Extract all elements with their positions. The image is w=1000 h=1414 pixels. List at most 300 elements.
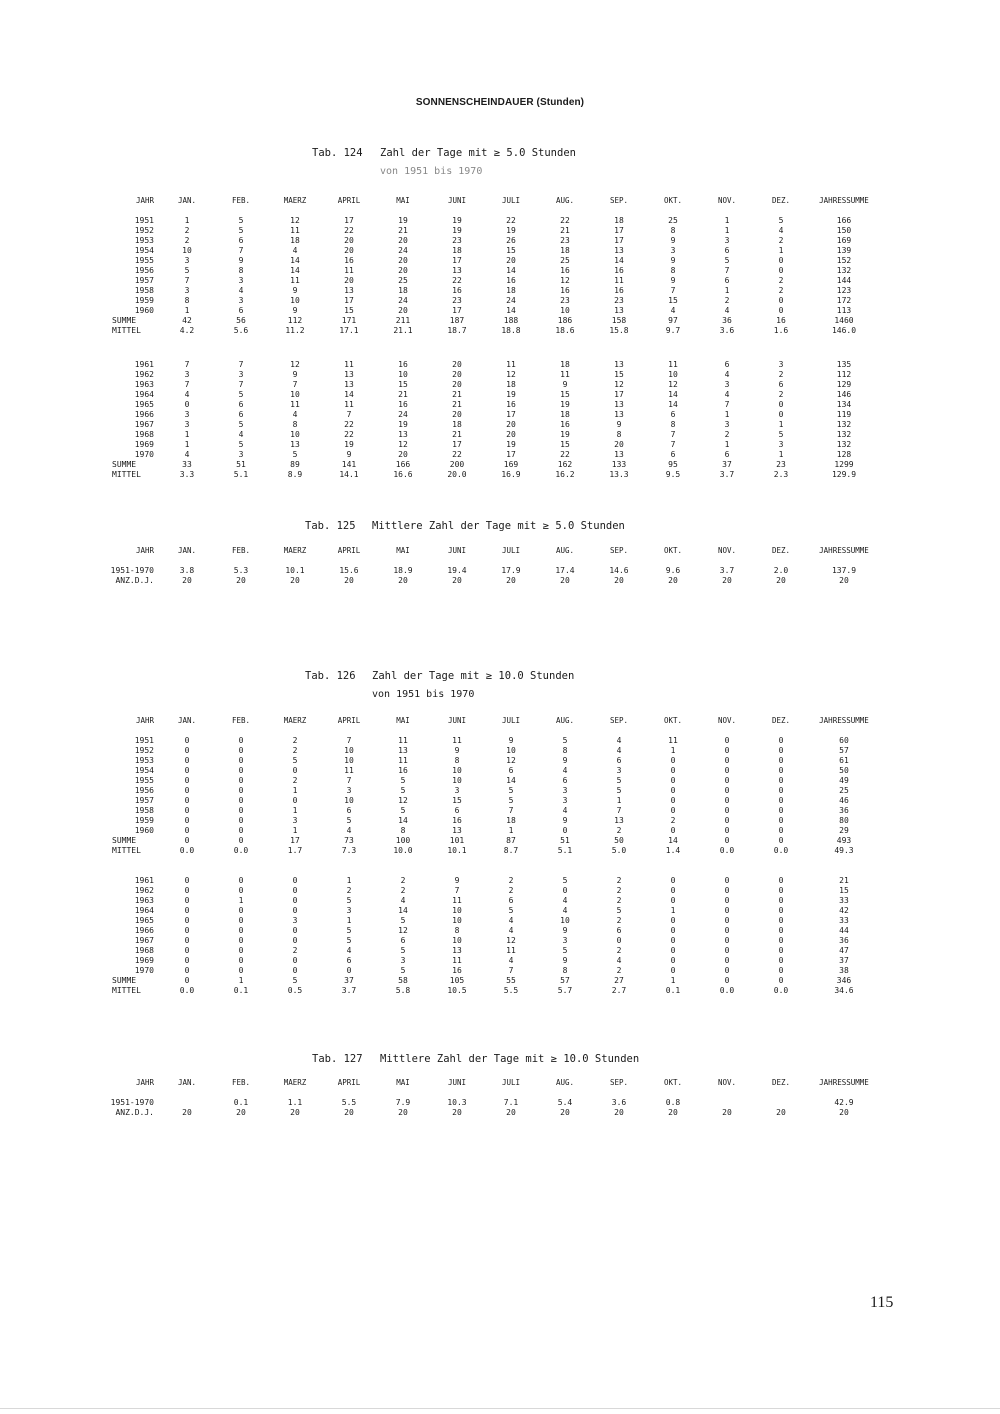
column-header-month: AUG. (555, 196, 575, 205)
table-cell: 0 (184, 916, 190, 925)
table-cell: 150 (836, 226, 852, 235)
table-cell: 5 (778, 430, 784, 439)
table-cell: 1 (724, 410, 730, 419)
table-row (110, 266, 880, 276)
table-cell: 7 (346, 776, 352, 785)
table-cell: 169 (836, 236, 852, 245)
table-cell: 21 (398, 390, 408, 399)
table-row (110, 276, 880, 286)
table-cell: 9 (562, 756, 568, 765)
table-cell: 3 (184, 410, 190, 419)
table-cell: 20 (398, 266, 408, 275)
table-cell: 20 (344, 246, 354, 255)
table-cell: 171 (341, 316, 357, 325)
table-cell: 0 (778, 296, 784, 305)
table-cell: 0 (184, 766, 190, 775)
table-cell: 20 (452, 370, 462, 379)
table-cell: 3.7 (719, 470, 735, 479)
summe-row-label: SUMME (112, 316, 137, 325)
table-cell: 10 (452, 906, 462, 915)
table-cell: 2 (778, 370, 784, 379)
table-cell: 18 (452, 420, 462, 429)
table-cell: 0 (724, 916, 730, 925)
column-header-month: OKT. (663, 1078, 683, 1087)
table-cell: 0 (670, 776, 676, 785)
table-row (110, 896, 880, 906)
tab127-title: Tab. 127 (312, 1053, 363, 1065)
table-cell: 8 (400, 826, 406, 835)
table-cell: 3 (778, 360, 784, 369)
table-cell: 3 (400, 956, 406, 965)
row-year: 1967 (134, 420, 154, 429)
table-cell: 8 (184, 296, 190, 305)
table-cell: 5.5 (341, 1098, 357, 1107)
table-cell: 0 (238, 956, 244, 965)
table-row (110, 430, 880, 440)
table-cell: 146.0 (831, 326, 857, 335)
row-year: 1965 (134, 400, 154, 409)
table-cell: 3.7 (719, 566, 735, 575)
column-header-month: JAN. (177, 1078, 197, 1087)
table-cell: 132 (836, 430, 852, 439)
table-cell: 4 (562, 906, 568, 915)
table-cell: 1 (778, 450, 784, 459)
table-row (110, 936, 880, 946)
table-cell: 89 (290, 460, 300, 469)
table-cell: 11 (614, 276, 624, 285)
table-cell: 10.1 (447, 846, 467, 855)
column-header-total: JAHRESSUMME (819, 546, 869, 555)
table-cell: 0 (724, 736, 730, 745)
table-cell: 0 (238, 786, 244, 795)
table-cell: 0 (724, 796, 730, 805)
table-row (110, 876, 880, 886)
column-header-month: JULI (501, 546, 521, 555)
tab125-table (110, 540, 880, 586)
table-row (110, 360, 880, 370)
table-cell: 0 (778, 736, 784, 745)
table-cell: 9 (292, 286, 298, 295)
table-cell: 12 (506, 756, 516, 765)
table-cell: 1.6 (773, 326, 789, 335)
table-cell: 1 (724, 226, 730, 235)
table-cell: 0 (184, 946, 190, 955)
table-row (110, 390, 880, 400)
table-cell: 2 (292, 746, 298, 755)
table-cell: 158 (611, 316, 627, 325)
row-year: 1955 (134, 256, 154, 265)
table-cell: 4 (724, 306, 730, 315)
table-cell: 5 (184, 266, 190, 275)
table-cell: 7 (238, 246, 244, 255)
table-cell: 10 (452, 916, 462, 925)
table-cell: 4 (724, 390, 730, 399)
table-cell: 18 (290, 236, 300, 245)
table-cell: 2 (724, 296, 730, 305)
table-cell: 20.0 (447, 470, 467, 479)
table-cell: 19.4 (447, 566, 467, 575)
table-row (110, 946, 880, 956)
table-cell: 10 (344, 746, 354, 755)
table-cell: 7.1 (503, 1098, 519, 1107)
table-cell: 10 (290, 390, 300, 399)
table-cell: 0 (292, 796, 298, 805)
table-cell: 4 (508, 956, 514, 965)
table-cell: 36 (722, 316, 732, 325)
table-cell: 0 (778, 956, 784, 965)
table-row (110, 886, 880, 896)
table-cell: 13 (452, 266, 462, 275)
table-cell: 8 (292, 420, 298, 429)
row-year: 1952 (134, 746, 154, 755)
column-header-month: NOV. (717, 546, 737, 555)
table-cell: 12 (398, 796, 408, 805)
table-cell: 0 (562, 826, 568, 835)
table-cell: 0 (184, 826, 190, 835)
table-cell: 1460 (834, 316, 854, 325)
tab127-caption: Mittlere Zahl der Tage mit ≥ 10.0 Stunden (380, 1053, 640, 1065)
table-cell: 20 (776, 1108, 786, 1117)
table-cell: 0 (184, 736, 190, 745)
table-cell: 16 (560, 266, 570, 275)
table-row (110, 410, 880, 420)
table-cell: 17.1 (339, 326, 359, 335)
table-cell: 25 (668, 216, 678, 225)
table-cell: 8 (454, 926, 460, 935)
table-row (110, 380, 880, 390)
column-header-month: FEB. (231, 196, 251, 205)
table-cell: 3 (778, 440, 784, 449)
table-cell: 1 (616, 796, 622, 805)
table-cell: 2.3 (773, 470, 789, 479)
table-cell: 0 (778, 906, 784, 915)
table-cell: 0 (238, 886, 244, 895)
table-cell: 4 (292, 246, 298, 255)
table-cell: 13 (452, 826, 462, 835)
tab125-caption: Mittlere Zahl der Tage mit ≥ 5.0 Stunden (372, 520, 625, 532)
table-row (110, 806, 880, 816)
table-cell: 20 (344, 1108, 354, 1117)
table-cell: 15 (614, 370, 624, 379)
table-cell: 1 (292, 786, 298, 795)
table-cell: 24 (506, 296, 516, 305)
table-cell: 10 (290, 296, 300, 305)
table-cell: 21 (839, 876, 849, 885)
table-cell: 10 (506, 746, 516, 755)
table-cell: 3 (184, 286, 190, 295)
table-cell: 0 (184, 776, 190, 785)
table-cell: 3 (238, 276, 244, 285)
table-cell: 36 (839, 936, 849, 945)
table-cell: 7 (238, 360, 244, 369)
row-year: 1970 (134, 966, 154, 975)
table-cell: 2 (508, 886, 514, 895)
table-cell: 1 (184, 306, 190, 315)
table-cell: 0 (670, 876, 676, 885)
table-cell: 137.9 (831, 566, 857, 575)
table-cell: 97 (668, 316, 678, 325)
table-cell: 20 (506, 576, 516, 585)
table-cell: 22 (560, 450, 570, 459)
table-cell: 9.5 (665, 470, 681, 479)
table-cell: 9.6 (665, 566, 681, 575)
row-year: 1956 (134, 266, 154, 275)
table-cell: 0 (292, 766, 298, 775)
table-cell: 0 (778, 916, 784, 925)
table-cell: 20 (776, 576, 786, 585)
table-cell: 5.1 (557, 846, 573, 855)
table-cell: 8 (670, 266, 676, 275)
table-cell: 0 (238, 876, 244, 885)
table-cell: 6 (562, 776, 568, 785)
table-cell: 2 (778, 286, 784, 295)
table-cell: 100 (395, 836, 411, 845)
table-cell: 5 (508, 906, 514, 915)
anz-label: ANZ.D.J. (115, 1108, 154, 1117)
table-cell: 1 (238, 976, 244, 985)
table-cell: 0 (238, 966, 244, 975)
mittel-row (110, 326, 880, 336)
table-cell: 0.8 (665, 1098, 681, 1107)
table-cell: 2 (616, 876, 622, 885)
row-year: 1964 (134, 906, 154, 915)
table-cell: 13 (398, 746, 408, 755)
table-cell: 9 (292, 306, 298, 315)
row-year: 1961 (134, 360, 154, 369)
table-cell: 128 (836, 450, 852, 459)
table-cell: 0 (724, 926, 730, 935)
table-cell: 0 (292, 936, 298, 945)
row-year: 1951 (134, 216, 154, 225)
table-cell: 0 (670, 766, 676, 775)
table-cell: 37 (344, 976, 354, 985)
table-cell: 0 (184, 886, 190, 895)
row-year: 1957 (134, 276, 154, 285)
table-cell: 2 (508, 876, 514, 885)
table-cell: 0 (670, 756, 676, 765)
table-cell: 9 (670, 256, 676, 265)
column-header-month: OKT. (663, 196, 683, 205)
table-cell: 8.9 (287, 470, 303, 479)
table-cell: 0 (724, 946, 730, 955)
table-cell: 15 (668, 296, 678, 305)
mittel-row (110, 846, 880, 856)
mean-row (110, 566, 880, 576)
table-cell: 1 (724, 286, 730, 295)
table-cell: 11 (398, 756, 408, 765)
table-cell: 11 (344, 400, 354, 409)
table-cell: 3 (346, 906, 352, 915)
table-cell: 0 (778, 936, 784, 945)
table-cell: 16 (452, 286, 462, 295)
table-cell: 8 (238, 266, 244, 275)
table-cell (160, 1098, 214, 1108)
mean-row (110, 1098, 880, 1108)
table-cell: 10 (452, 936, 462, 945)
table-cell: 13 (614, 306, 624, 315)
table-cell: 7 (346, 736, 352, 745)
table-cell: 20 (398, 576, 408, 585)
table-cell: 5 (346, 816, 352, 825)
table-row (110, 826, 880, 836)
column-header-month: APRIL (337, 1078, 361, 1087)
table-cell: 16 (398, 766, 408, 775)
table-cell: 57 (839, 746, 849, 755)
column-header-month: MAI (396, 1078, 410, 1087)
table-cell: 0 (238, 836, 244, 845)
table-cell: 0 (724, 976, 730, 985)
table-cell: 0 (670, 966, 676, 975)
table-cell: 2 (616, 896, 622, 905)
column-header-month: MAERZ (283, 196, 307, 205)
table-cell: 10 (560, 306, 570, 315)
table-cell: 0.0 (719, 986, 735, 995)
table-cell: 9 (292, 370, 298, 379)
column-header-month: OKT. (663, 546, 683, 555)
table-cell: 0 (184, 936, 190, 945)
column-header-month: DEZ. (771, 546, 791, 555)
table-cell: 10 (344, 796, 354, 805)
table-cell: 144 (836, 276, 852, 285)
mittel-row (110, 986, 880, 996)
table-cell: 25 (398, 276, 408, 285)
table-cell: 129.9 (831, 470, 857, 479)
table-cell: 0 (670, 926, 676, 935)
table-cell: 19 (452, 216, 462, 225)
table-cell: 14 (290, 256, 300, 265)
table-cell: 19 (560, 400, 570, 409)
table-cell: 18 (506, 286, 516, 295)
column-header-month: NOV. (717, 1078, 737, 1087)
table-row (110, 926, 880, 936)
table-cell: 0 (238, 756, 244, 765)
table-cell: 6 (346, 806, 352, 815)
table-cell: 0.1 (665, 986, 681, 995)
table-cell: 20 (839, 1108, 849, 1117)
row-year: 1953 (134, 756, 154, 765)
table-cell: 20 (452, 576, 462, 585)
table-cell: 21 (452, 400, 462, 409)
table-cell: 4 (184, 390, 190, 399)
table-cell: 13 (614, 360, 624, 369)
table-cell: 3 (238, 450, 244, 459)
tab125-title: Tab. 125 (305, 520, 356, 532)
table-row (110, 370, 880, 380)
column-header-year: JAHR (135, 196, 154, 205)
table-cell: 20 (344, 236, 354, 245)
table-cell: 0.5 (287, 986, 303, 995)
table-cell: 11 (452, 956, 462, 965)
table-cell: 17 (290, 836, 300, 845)
table-cell: 0 (184, 400, 190, 409)
table-cell: 0 (238, 926, 244, 935)
column-header-month: JUNI (447, 546, 467, 555)
page-heading: SONNENSCHEINDAUER (Stunden) (415, 97, 585, 108)
column-header-month: JUNI (447, 1078, 467, 1087)
column-header-total: JAHRESSUMME (819, 716, 869, 725)
table-cell: 17 (452, 440, 462, 449)
table-header-row (110, 540, 880, 566)
table-cell: 18.9 (393, 566, 413, 575)
table-cell: 5 (400, 966, 406, 975)
table-cell: 3 (454, 786, 460, 795)
table-cell: 0 (238, 766, 244, 775)
table-cell: 3 (670, 246, 676, 255)
table-cell: 51 (560, 836, 570, 845)
table-cell: 13 (344, 380, 354, 389)
column-header-month: MAI (396, 196, 410, 205)
table-cell: 0 (778, 946, 784, 955)
row-year: 1967 (134, 936, 154, 945)
table-cell: 6 (778, 380, 784, 389)
table-cell: 17 (344, 216, 354, 225)
table-cell: 6 (454, 806, 460, 815)
table-cell: 12 (506, 936, 516, 945)
table-cell: 10.1 (285, 566, 305, 575)
table-header-row (110, 710, 880, 736)
table-cell: 188 (503, 316, 519, 325)
table-cell: 6 (724, 450, 730, 459)
table-cell: 16 (344, 256, 354, 265)
table-cell: 6 (670, 410, 676, 419)
table-cell: 16 (506, 276, 516, 285)
table-cell: 18 (560, 360, 570, 369)
table-cell: 101 (449, 836, 465, 845)
table-cell: 11 (344, 766, 354, 775)
row-year: 1954 (134, 766, 154, 775)
table-cell: 14 (668, 400, 678, 409)
table-cell: 4 (346, 826, 352, 835)
table-cell: 4 (508, 916, 514, 925)
table-cell: 0 (238, 776, 244, 785)
table-cell: 1299 (834, 460, 854, 469)
table-row (110, 736, 880, 746)
anz-row (110, 1108, 880, 1118)
table-cell: 14 (506, 266, 516, 275)
table-cell: 21 (452, 390, 462, 399)
table-cell: 0.0 (773, 846, 789, 855)
table-cell: 0 (778, 826, 784, 835)
row-year: 1958 (134, 286, 154, 295)
table-cell: 7 (670, 286, 676, 295)
table-cell: 2 (670, 816, 676, 825)
table-cell: 5 (238, 440, 244, 449)
table-cell: 113 (836, 306, 852, 315)
column-header-year: JAHR (135, 716, 154, 725)
table-cell: 0 (724, 806, 730, 815)
table-cell: 132 (836, 266, 852, 275)
table-cell: 1 (184, 440, 190, 449)
table-cell: 0 (670, 896, 676, 905)
table-cell: 20 (722, 576, 732, 585)
table-cell: 6 (616, 756, 622, 765)
table-cell: 0 (778, 410, 784, 419)
table-cell: 4 (616, 736, 622, 745)
table-cell: 3 (238, 370, 244, 379)
table-cell: 15 (452, 796, 462, 805)
table-cell: 211 (395, 316, 411, 325)
table-cell: 10 (452, 776, 462, 785)
table-cell: 0 (778, 876, 784, 885)
table-cell: 21 (398, 226, 408, 235)
table-cell: 12 (668, 380, 678, 389)
table-cell: 0 (238, 816, 244, 825)
table-cell: 11 (398, 736, 408, 745)
table-row (110, 256, 880, 266)
table-cell: 5 (616, 906, 622, 915)
table-cell: 9 (562, 380, 568, 389)
table-cell: 1 (724, 440, 730, 449)
